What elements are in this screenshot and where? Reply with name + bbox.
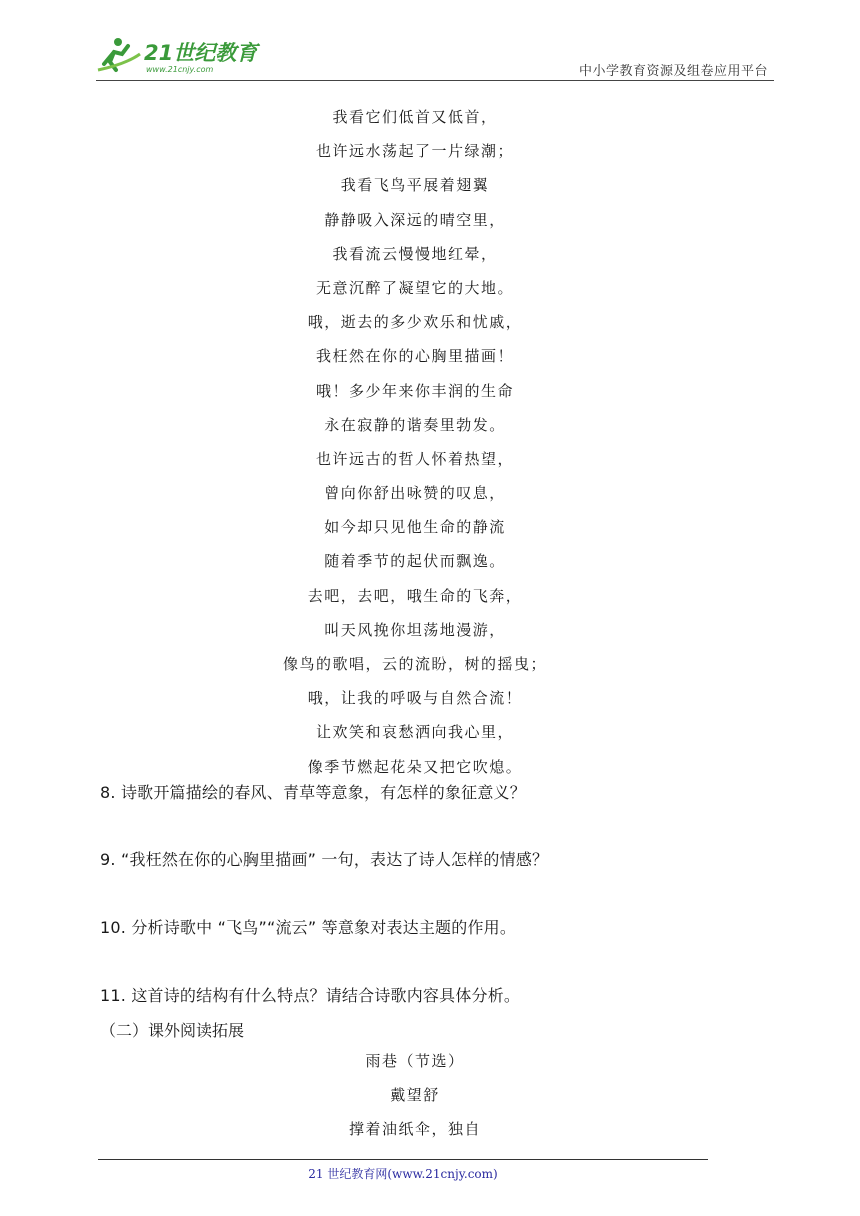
poem-line: 随着季节的起伏而飘逸。	[324, 552, 506, 571]
poem-line: 无意沉醉了凝望它的大地。	[315, 278, 514, 297]
header-tagline: 中小学教育资源及组卷应用平台	[578, 64, 768, 79]
excerpt-author: 戴望舒	[390, 1086, 440, 1104]
footer-text: 21 世纪教育网(www.21cnjy.com)	[308, 1167, 498, 1181]
poem-line: 哦！多少年来你丰润的生命	[315, 381, 514, 400]
poem-body	[90, 100, 740, 784]
poem-line: 曾向你舒出咏赞的叹息，	[324, 484, 506, 503]
site-logo	[96, 34, 266, 76]
question-10: 10. 分析诗歌中 “飞鸟”“流云” 等意象对表达主题的作用。	[100, 918, 517, 937]
poem-line: 也许远水荡起了一片绿潮；	[315, 142, 514, 161]
footer-divider	[98, 1159, 708, 1160]
poem-line: 像季节燃起花朵又把它吹熄。	[307, 757, 523, 776]
poem-line: 静静吸入深远的晴空里，	[324, 210, 506, 229]
section-title: （二）课外阅读拓展	[100, 1021, 245, 1040]
poem-line: 哦，让我的呼吸与自然合流！	[307, 689, 523, 708]
poem-line: 去吧，去吧，哦生命的飞奔，	[307, 586, 523, 605]
logo-url-text: www.21cnjy.com	[146, 65, 214, 74]
poem-line: 我枉然在你的心胸里描画！	[315, 347, 514, 366]
question-9: 9. “我枉然在你的心胸里描画” 一句，表达了诗人怎样的情感？	[100, 850, 549, 869]
poem-line: 哦，逝去的多少欢乐和忧戚，	[307, 313, 523, 332]
runner-logo-icon	[98, 38, 140, 70]
poem-line: 我看流云慢慢地红晕，	[332, 244, 498, 263]
logo-text: 21世纪教育	[144, 41, 258, 65]
poem-line: 我看它们低首又低首，	[332, 108, 498, 126]
poem-line: 也许远古的哲人怀着热望，	[315, 449, 514, 468]
poem-line: 让欢笑和哀愁洒向我心里，	[315, 723, 514, 742]
question-11: 11. 这首诗的结构有什么特点？请结合诗歌内容具体分析。	[100, 986, 521, 1005]
excerpt-title: 雨巷（节选）	[365, 1052, 465, 1070]
poem-line: 我看飞鸟平展着翅翼	[340, 176, 490, 195]
poem-line: 如今却只见他生命的静流	[324, 518, 506, 537]
poem-line: 像鸟的歌唱，云的流盼，树的摇曳；	[282, 655, 547, 673]
excerpt-first-line: 撑着油纸伞，独自	[348, 1120, 481, 1138]
page-header	[96, 34, 776, 80]
question-8: 8. 诗歌开篇描绘的春风、青草等意象，有怎样的象征意义？	[100, 783, 526, 802]
poem-line: 叫天风挽你坦荡地漫游，	[324, 620, 506, 639]
header-divider	[96, 80, 774, 81]
poem-line: 永在寂静的谐奏里勃发。	[324, 415, 506, 434]
